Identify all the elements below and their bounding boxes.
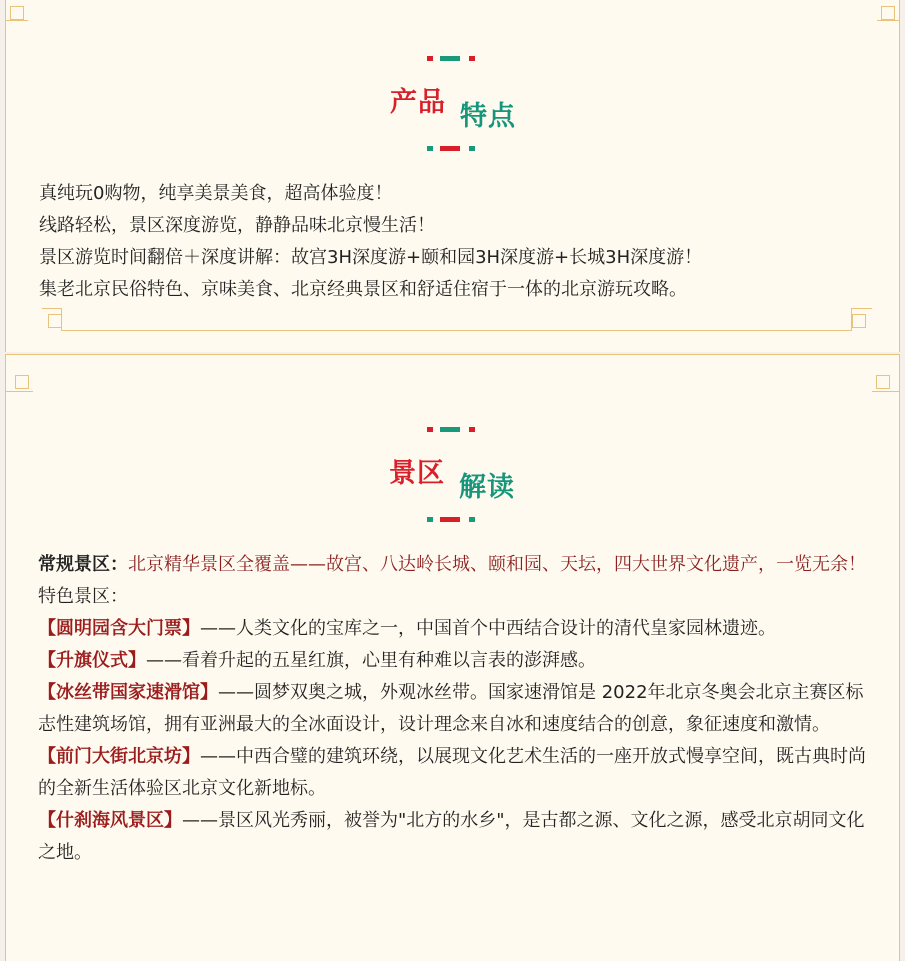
bottom-ornament-left — [48, 314, 62, 328]
feature-line: 线路轻松，景区深度游览，静静品味北京慢生活！ — [39, 215, 435, 236]
section-heading — [5, 421, 900, 531]
spot-name: 【圆明园含大门票】 — [38, 618, 200, 639]
spot-item — [38, 805, 878, 869]
corner-ornament-top-left-line — [6, 20, 28, 21]
regular-text: 北京精华景区全覆盖——故宫、八达岭长城、颐和园、天坛，四大世界文化遗产，一览无余！ — [128, 554, 866, 575]
regular-spots — [38, 549, 878, 581]
heading-top-dashes — [427, 427, 479, 433]
spot-name: 【升旗仪式】 — [38, 650, 146, 671]
bottom-border-line — [62, 330, 852, 331]
feature-line: 景区游览时间翻倍＋深度讲解：故宫3H深度游+颐和园3H深度游+长城3H深度游！ — [39, 247, 703, 268]
spot-name: 【什刹海风景区】 — [38, 810, 182, 831]
regular-label: 常规景区： — [38, 554, 128, 575]
corner-ornament-top-left — [15, 375, 29, 389]
spot-item — [38, 645, 878, 677]
corner-ornament-top-right — [881, 6, 895, 20]
corner-ornament-top-left-line — [5, 391, 33, 392]
feature-line: 真纯玩0购物，纯享美景美食，超高体验度！ — [39, 183, 393, 204]
heading-top-dashes — [427, 56, 479, 62]
corner-ornament-top-right-line — [877, 20, 899, 21]
spot-desc: ——看着升起的五星红旗，心里有种难以言表的澎湃感。 — [146, 650, 596, 671]
spot-desc: ——中西合璧的建筑环绕，以展现文化艺术生活的一座开放式慢享空间，既古典时尚的全新生活体验区北京文化新地标。 — [38, 746, 866, 799]
featured-label: 特色景区： — [38, 586, 128, 607]
bottom-border-line-right — [852, 308, 872, 309]
product-features-panel — [5, 0, 900, 352]
spot-desc: ——人类文化的宝库之一，中国首个中西结合设计的清代皇家园林遗迹。 — [200, 618, 776, 639]
heading-green-text: 解读 — [459, 472, 515, 503]
spot-desc: ——景区风光秀丽，被誉为"北方的水乡"，是古都之源、文化之源，感受北京胡同文化之地。 — [38, 810, 865, 863]
features-text — [39, 178, 869, 306]
spot-item — [38, 613, 878, 645]
feature-line: 集老北京民俗特色、京味美食、北京经典景区和舒适住宿于一体的北京游玩攻略。 — [39, 279, 687, 300]
bottom-ornament-right — [852, 314, 866, 328]
spot-item — [38, 741, 878, 805]
heading-red-text: 景区 — [389, 458, 445, 489]
corner-ornament-top-right-line — [872, 391, 900, 392]
section-heading — [6, 50, 899, 160]
scenic-text — [38, 549, 878, 869]
spot-item — [38, 677, 878, 741]
corner-ornament-top-left — [10, 6, 24, 20]
heading-bottom-dashes — [427, 517, 479, 523]
spot-name: 【冰丝带国家速滑馆】 — [38, 682, 218, 703]
bottom-ornament-right-stem — [851, 308, 852, 331]
corner-ornament-top-right — [876, 375, 890, 389]
heading-green-text: 特点 — [460, 101, 516, 132]
scenic-spots-panel — [5, 354, 900, 961]
heading-bottom-dashes — [427, 146, 479, 152]
bottom-border-line-left — [42, 308, 62, 309]
bottom-ornament-left-stem — [61, 308, 62, 331]
heading-red-text: 产品 — [390, 87, 446, 118]
spot-desc: ——圆梦双奥之城，外观冰丝带。国家速滑馆是 2022年北京冬奥会北京主赛区标志性建筑场馆，拥有亚洲最大的全冰面设计，设计理念来自冰和速度结合的创意，象征速度和激情。 — [38, 682, 864, 735]
spot-name: 【前门大街北京坊】 — [38, 746, 200, 767]
